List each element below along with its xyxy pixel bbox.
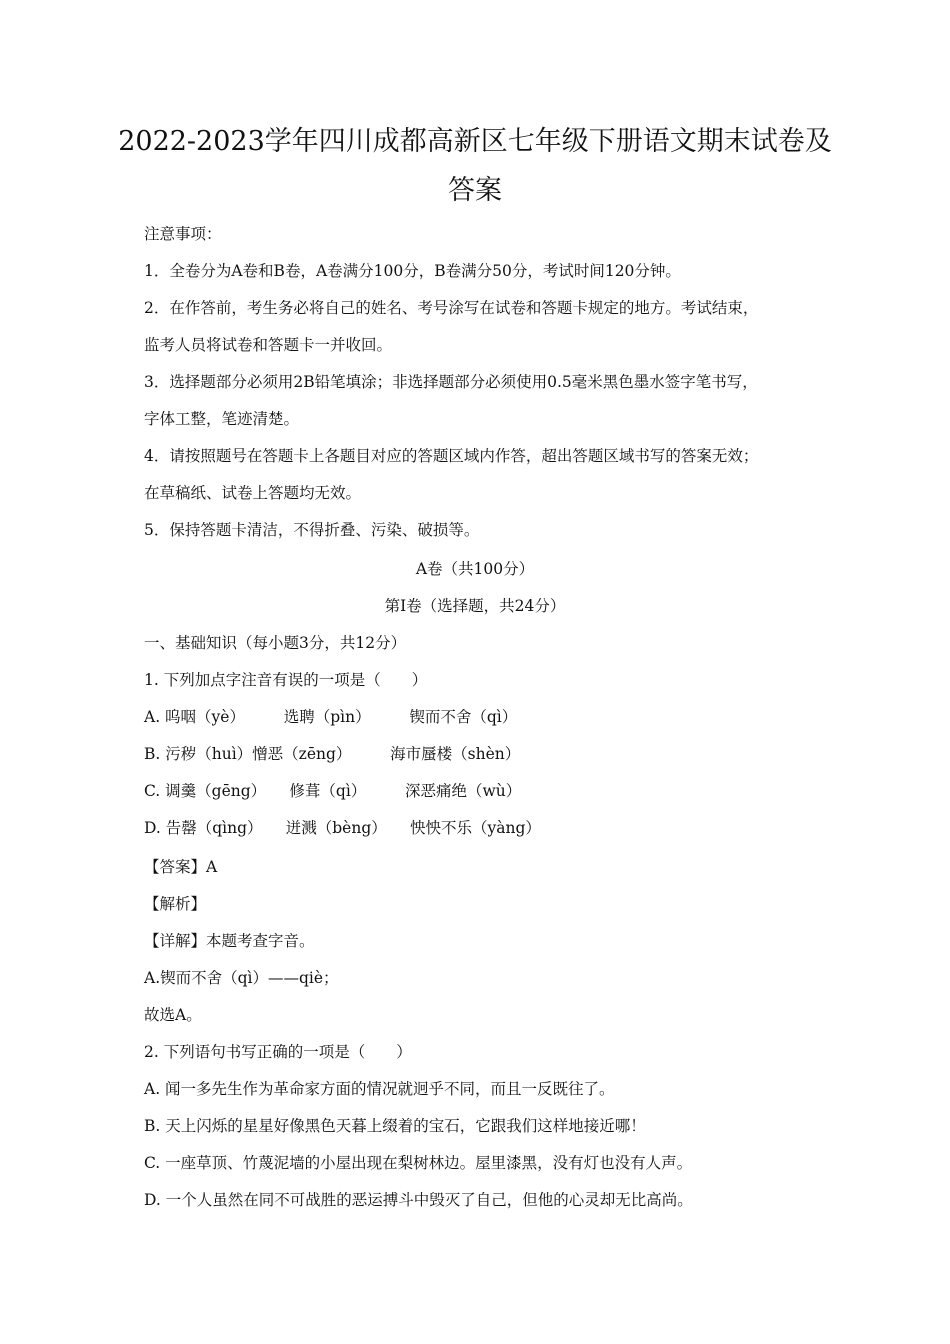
- notice-line: 1．全卷分为A卷和B卷，A卷满分100分，B卷满分50分，考试时间120分钟。: [144, 262, 681, 280]
- section-heading-part-1: 第I卷（选择题，共24分）: [384, 597, 566, 615]
- question-1-detail: 【详解】本题考查字音。: [144, 932, 315, 950]
- notice-line: 4．请按照题号在答题卡上各题目对应的答题区域内作答，超出答题区域书写的答案无效；: [144, 447, 759, 465]
- notice-line: 监考人员将试卷和答题卡一并收回。: [144, 336, 393, 354]
- question-1-option-c: C. 调羹（gēng） 修葺（qì） 深恶痛绝（wù）: [144, 782, 522, 800]
- notice-heading: 注意事项：: [144, 225, 222, 243]
- question-1-note: A.锲而不舍（qì）——qiè；: [144, 969, 339, 987]
- question-1-option-a: A. 呜咽（yè） 选聘（pìn） 锲而不舍（qì）: [144, 708, 518, 726]
- section-heading-a: A卷（共100分）: [415, 560, 535, 578]
- part-heading: 一、基础知识（每小题3分，共12分）: [144, 634, 407, 652]
- question-1-answer: 【答案】A: [144, 858, 218, 876]
- notice-line: 3．选择题部分必须用2B铅笔填涂；非选择题部分必须使用0.5毫米黑色墨水签字笔书写，: [144, 373, 758, 391]
- notice-line: 2．在作答前，考生务必将自己的姓名、考号涂写在试卷和答题卡规定的地方。考试结束，: [144, 299, 759, 317]
- question-1-stem: 1. 下列加点字注音有误的一项是（ ）: [144, 671, 428, 689]
- question-1-analysis: 【解析】: [144, 895, 207, 913]
- question-2-option-c: C. 一座草顶、竹蔑泥墙的小屋出现在梨树林边。屋里漆黑，没有灯也没有人声。: [144, 1154, 693, 1172]
- question-1-option-b: B. 污秽（huì）憎恶（zēng） 海市蜃楼（shèn）: [144, 745, 521, 763]
- question-2-option-d: D. 一个人虽然在同不可战胜的恶运搏斗中毁灭了自己，但他的心灵却无比高尚。: [144, 1191, 693, 1209]
- question-2-stem: 2. 下列语句书写正确的一项是（ ）: [144, 1043, 412, 1061]
- notice-line: 字体工整，笔迹清楚。: [144, 410, 300, 428]
- question-1-conclusion: 故选A。: [144, 1006, 202, 1024]
- document-title-line-2: 答案: [448, 175, 502, 206]
- question-2-option-b: B. 天上闪烁的星星好像黑色天暮上缀着的宝石，它跟我们这样地接近哪！: [144, 1117, 646, 1135]
- question-2-option-a: A. 闻一多先生作为革命家方面的情况就迥乎不同，而且一反既往了。: [144, 1080, 615, 1098]
- notice-line: 在草稿纸、试卷上答题均无效。: [144, 484, 362, 502]
- document-title-line-1: 2022-2023学年四川成都高新区七年级下册语文期末试卷及: [118, 126, 832, 157]
- notice-line: 5．保持答题卡清洁，不得折叠、污染、破损等。: [144, 521, 480, 539]
- question-1-option-d: D. 告罄（qìng） 迸溅（bèng） 怏怏不乐（yàng）: [144, 819, 541, 837]
